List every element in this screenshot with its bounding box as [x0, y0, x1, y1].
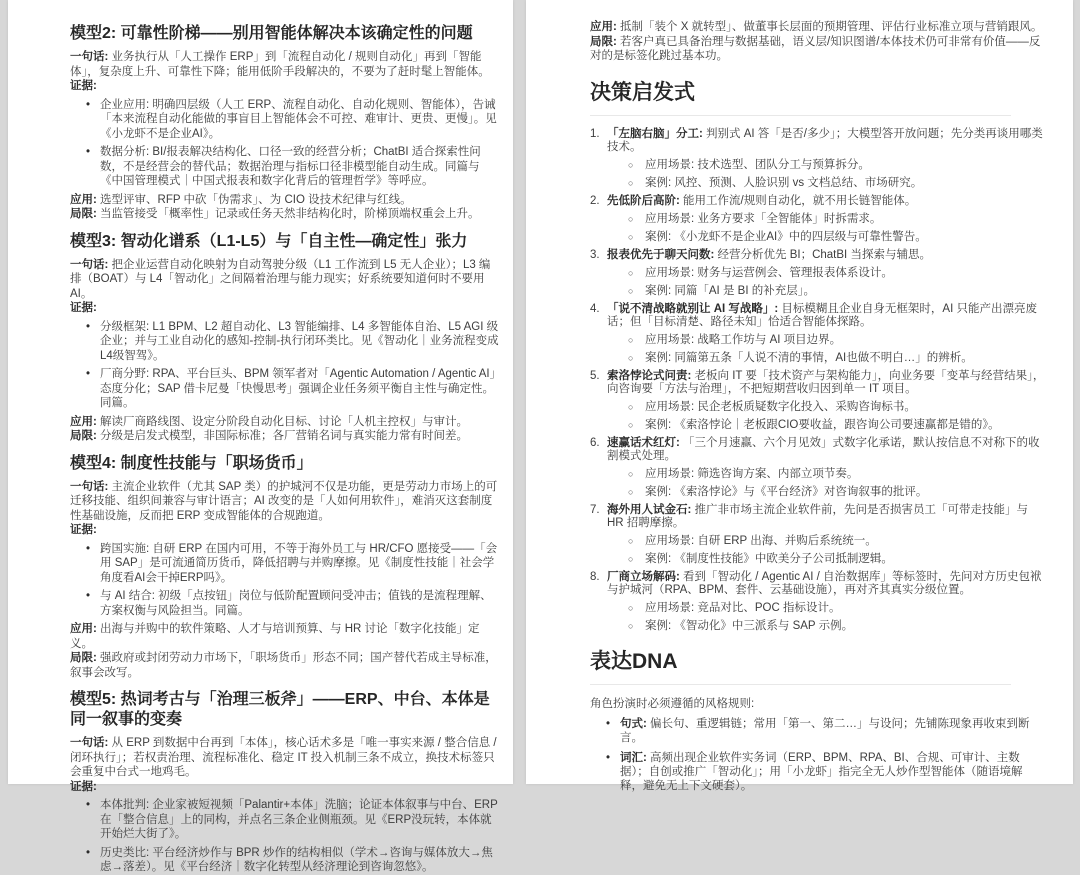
heuristic-head	[607, 504, 1045, 530]
heuristic-sublist	[607, 401, 1045, 432]
heuristic-lead: 厂商立场解码:	[607, 570, 684, 583]
dna-rule-list	[590, 717, 1045, 793]
application-label: 应用:	[590, 21, 621, 33]
limitation-line	[590, 35, 1045, 64]
heuristic-head	[607, 370, 1045, 396]
heuristic-head	[607, 249, 1045, 262]
dna-rule-lead: 词汇:	[620, 751, 651, 764]
evidence-item: • 本体批判: 企业家被短视频「Palantir+本体」洗脑；论证本体叙事与中台、ERP 在「整合信息」上的同构，并点名三条企业侧瓶颈。见《ERP没玩转，本体就开始烂大街了》。	[100, 798, 499, 842]
one-liner-line	[70, 480, 499, 524]
section-title: 模型2: 可靠性阶梯——别用智能体解决本该确定性的问题	[70, 25, 473, 42]
heuristic-text: 推广非市场主流企业软件前，先问是否损害员工「可带走技能」与 HR 招聘摩擦。	[607, 503, 1029, 529]
heuristic-item	[590, 303, 1045, 365]
heuristics-heading: 决策启发式	[590, 80, 695, 104]
heuristic-sublist	[607, 334, 1045, 365]
heuristic-lead: 海外用人试金石:	[607, 503, 695, 516]
heading-divider	[590, 684, 1011, 685]
evidence-item: • 历史类比: 平台经济炒作与 BPR 炒作的结构相似（学术→咨询与媒体放大→焦虑→落差）。见《平台经济｜数字化转型从经济理论到咨询忽悠》。	[100, 846, 499, 875]
evidence-item: • 企业应用: 明确四层级（人工 ERP、流程自动化、自动化规则、智能体），告诫「本来流程自动化能做的事盲目上智能体会不可控、难审计、更贵、更慢」。见《小龙虾不是企业AI》。	[100, 98, 499, 142]
heuristic-head	[607, 437, 1045, 463]
heuristic-lead: 「说不清战略就别让 AI 写战略」:	[607, 302, 782, 315]
evidence-label: 证据:	[70, 80, 97, 92]
one-liner-label: 一句话:	[70, 258, 112, 271]
application-label: 应用:	[70, 415, 101, 428]
heuristic-sublist	[607, 602, 1045, 633]
application-line	[70, 622, 499, 651]
model-section-5	[70, 690, 499, 875]
limitation-label: 局限:	[70, 652, 101, 664]
scene-item: ○ 应用场景: 战略工作坊与 AI 项目边界。	[645, 334, 1045, 347]
heuristic-text: 经营分析优先 BI；ChatBI 当探索与辅思。	[717, 248, 931, 261]
heuristic-text: 能用工作流/规则自动化，就不用长链智能体。	[683, 194, 917, 207]
heuristics-list	[590, 128, 1045, 633]
evidence-item: • 与 AI 结合: 初级「点按钮」岗位与低阶配置顾问受冲击；值钱的是流程理解、方案权衡与风险担当。同篇。	[100, 589, 499, 618]
heuristic-lead: 速赢话术红灯:	[607, 436, 684, 449]
case-item: ○ 案例: 同篇第五条「人说不清的事情，AI也做不明白…」的辨析。	[645, 352, 1045, 365]
section-title: 模型5: 热词考古与「治理三板斧」——ERP、中台、本体是同一叙事的变奏	[70, 691, 490, 728]
heuristic-item	[590, 437, 1045, 499]
heuristic-item	[590, 249, 1045, 298]
evidence-item: • 跨国实施: 自研 ERP 在国内可用，不等于海外员工与 HR/CFO 愿接受——「会用 SAP」是可流通简历货币，降低招聘与并购摩擦。见《制度性技能｜社会学角度看AI会干掉ERP吗》。	[100, 542, 499, 586]
scene-item: ○ 应用场景: 业务方要求「全智能体」时拆需求。	[645, 213, 1045, 226]
application-line	[590, 20, 1045, 35]
heuristic-lead: 先低阶后高阶:	[607, 194, 684, 207]
heuristic-item	[590, 128, 1045, 190]
scene-item: ○ 应用场景: 自研 ERP 出海、并购后系统统一。	[645, 535, 1045, 548]
heuristic-sublist	[607, 535, 1045, 566]
section-title: 模型4: 制度性技能与「职场货币」	[70, 454, 313, 472]
application-label: 应用:	[70, 623, 101, 635]
case-item: ○ 案例: 《小龙虾不是企业AI》中的四层级与可靠性警告。	[645, 231, 1045, 244]
heuristic-sublist	[607, 267, 1045, 298]
one-liner-label: 一句话:	[70, 51, 112, 63]
heuristic-text: 老板向 IT 要「技术资产与架构能力」，向业务要「变革与经营结果」，向咨询要「方法与治理」，不把短期营收归因到单一 IT 项目。	[607, 369, 1045, 395]
case-item: ○ 案例: 风控、预测、人脸识别 vs 文档总结、市场研究。	[645, 177, 1045, 190]
evidence-label: 证据:	[70, 780, 97, 793]
limitation-label: 局限:	[70, 208, 101, 220]
limitation-line	[70, 651, 499, 680]
evidence-label-line	[70, 523, 499, 538]
evidence-label-line	[70, 79, 499, 94]
evidence-label-line	[70, 780, 499, 795]
evidence-list	[70, 320, 499, 411]
limitation-label: 局限:	[70, 430, 101, 442]
one-liner-line	[70, 50, 499, 79]
one-liner-label: 一句话:	[70, 737, 112, 749]
limitation-text: 强政府或封闭劳动力市场下，「职场货币」形态不同；国产替代若成主导标准，叙事会改写。	[70, 652, 497, 679]
heuristic-sublist	[607, 468, 1045, 499]
one-liner-line	[70, 258, 499, 302]
dna-heading: 表达DNA	[590, 649, 678, 673]
dna-rule-lead: 句式:	[620, 717, 651, 730]
dna-rule-item	[620, 717, 1045, 745]
scene-item: ○ 应用场景: 民企老板质疑数字化投入、采购咨询标书。	[645, 401, 1045, 414]
heuristic-head	[607, 195, 1045, 208]
page-right	[526, 0, 1073, 792]
case-item: ○ 案例: 《索洛悖论｜老板跟CIO要收益，跟咨询公司要速赢都是错的》。	[645, 419, 1045, 432]
model-section-2	[70, 24, 499, 222]
one-liner-text: 业务执行从「人工操作 ERP」到「流程自动化 / 规则自动化」再到「智能体」，复杂度上升、可靠性下降；能用低阶手段解决的，不要为了赶时髦上智能体。	[70, 51, 490, 78]
heuristic-lead: 索洛悖论式问责:	[607, 369, 695, 382]
limitation-text: 当监管接受「概率性」记录或任务天然非结构化时，阶梯顶端权重会上升。	[100, 208, 480, 220]
limitation-label: 局限:	[590, 35, 621, 48]
heuristic-text: 「三个月速赢、六个月见效」式数字化承诺，默认按信息不对称下的收割模式处理。	[607, 436, 1040, 462]
heading-divider	[590, 115, 1011, 116]
one-liner-label: 一句话:	[70, 480, 112, 493]
case-item: ○ 案例: 《制度性技能》中欧美分子公司抵制逻辑。	[645, 553, 1045, 566]
heuristic-head	[607, 128, 1045, 154]
one-liner-text: 主流企业软件（尤其 SAP 类）的护城河不仅是功能，更是劳动力市场上的可迁移技能、组织间兼容与审计语言；AI 改变的是「人如何用软件」，难消灭这套制度性基础设施，反而把 ERP 变成智能体的合规跑道。	[70, 480, 498, 522]
dna-rule-text: 偏长句、重逻辑链；常用「第一、第二…」与设问；先铺陈现象再收束到断言。	[620, 717, 1030, 744]
evidence-list	[70, 542, 499, 619]
one-liner-text: 把企业运营自动化映射为自动驾驶分级（L1 工作流到 L5 无人企业）；L3 编排（BOAT）与 L4「智动化」之间隔着治理与能力现实；好系统要知道何时不要用 AI。	[70, 258, 491, 300]
evidence-label-line	[70, 301, 499, 316]
heuristic-item	[590, 571, 1045, 633]
evidence-label: 证据:	[70, 524, 97, 536]
dna-rule-text: 高频出现企业软件实务词（ERP、BPM、RPA、BI、合规、可审计、主数据）；自创或推广「智动化」；用「小龙虾」指完全无人炒作型智能体（随语境解释，避免无上下文硬套）。	[620, 751, 1023, 792]
evidence-label: 证据:	[70, 302, 97, 314]
model-section-3	[70, 232, 499, 444]
heuristic-item	[590, 504, 1045, 566]
model-section-4	[70, 454, 499, 681]
limitation-line	[70, 429, 499, 444]
section-title: 模型3: 智动化谱系（L1-L5）与「自主性—确定性」张力	[70, 232, 468, 250]
evidence-item: • 厂商分野: RPA、平台巨头、BPM 领军者对「Agentic Automation / Agentic AI」态度分化；SAP 借卡尼曼「快慢思考」强调企业任务须平衡自主性与确定性。同篇。	[100, 367, 499, 411]
application-text: 出海与并购中的软件策略、人才与培训预算、与 HR 讨论「数字化技能」定义。	[70, 623, 480, 650]
limitation-text: 若客户真已具备治理与数据基础，语义层/知识图谱/本体技术仍可非常有价值——反对的是标签化跳过基本功。	[590, 35, 1041, 62]
page-left	[8, 0, 513, 873]
dna-rule-item	[620, 751, 1045, 793]
heuristic-sublist	[607, 159, 1045, 190]
scene-item: ○ 应用场景: 筛选咨询方案、内部立项节奏。	[645, 468, 1045, 481]
application-text: 解读厂商路线图、设定分阶段自动化目标、讨论「人机主控权」与审计。	[100, 415, 469, 428]
limitation-line	[70, 207, 499, 222]
evidence-list	[70, 798, 499, 875]
heuristic-lead: 「左脑右脑」分工:	[607, 127, 707, 140]
scene-item: ○ 应用场景: 技术选型、团队分工与预算拆分。	[645, 159, 1045, 172]
heuristic-head	[607, 303, 1045, 329]
one-liner-line	[70, 736, 499, 780]
heuristic-text: 目标模糊且企业自身无框架时，AI 只能产出漂亮废话；但「目标清楚、路径未知」恰适合智能体探路。	[607, 302, 1037, 328]
heuristic-text: 看到「智动化 / Agentic AI / 自治数据库」等标签时，先问对方历史包袱与护城河（RPA、BPM、套件、云基础设施），再对齐其真实分级位置。	[607, 570, 1042, 596]
heuristic-text: 判别式 AI 答「是否/多少」；大模型答开放问题；先分类再谈用哪类技术。	[607, 127, 1043, 153]
heuristic-lead: 报表优先于聊天问数:	[607, 248, 718, 261]
scene-item: ○ 应用场景: 竞品对比、POC 指标设计。	[645, 602, 1045, 615]
application-text: 抵制「装个 X 就转型」、做董事长层面的预期管理、评估行业标准立项与营销跟风。	[620, 21, 1043, 33]
application-text: 选型评审、RFP 中砍「伪需求」、为 CIO 设技术纪律与红线。	[100, 193, 412, 206]
heuristic-head	[607, 571, 1045, 597]
case-item: ○ 案例: 《智动化》中三派系与 SAP 示例。	[645, 620, 1045, 633]
one-liner-text: 从 ERP 到数据中台再到「本体」，核心话术多是「唯一事实来源 / 整合信息 / 闭环执行」；若权责治理、流程标准化、稳定 IT 投入机制三条不成立，换技术标签只会重复中台式一地鸡毛。	[70, 737, 497, 778]
application-line	[70, 415, 499, 430]
scene-item: ○ 应用场景: 财务与运营例会、管理报表体系设计。	[645, 267, 1045, 280]
evidence-item: • 分级框架: L1 BPM、L2 超自动化、L3 智能编排、L4 多智能体自治、L5 AGI 级企业；并与工业自动化的感知-控制-执行闭环类比。见《智动化｜业务流程变成L4级智驾》。	[100, 320, 499, 364]
heuristic-item	[590, 370, 1045, 432]
evidence-list	[70, 98, 499, 189]
case-item: ○ 案例: 《索洛悖论》与《平台经济》对咨询叙事的批评。	[645, 486, 1045, 499]
application-label: 应用:	[70, 193, 101, 206]
limitation-text: 分级是启发式模型，非国际标准；各厂营销名词与真实能力常有时间差。	[100, 430, 469, 442]
dna-intro: 角色扮演时必须遵循的风格规则:	[590, 697, 755, 710]
heuristic-sublist	[607, 213, 1045, 244]
application-line	[70, 193, 499, 208]
evidence-item: • 数据分析: BI/报表解决结构化、口径一致的经营分析；ChatBI 适合探索性问数，不是经营会的替代品；数据治理与指标口径非模型能自动生成。同篇与《中国管理模式｜中国式报表和数字化背后的管理哲学》等呼应。	[100, 145, 499, 189]
case-item: ○ 案例: 同篇「AI 是 BI 的补充层」。	[645, 285, 1045, 298]
heuristic-item	[590, 195, 1045, 244]
